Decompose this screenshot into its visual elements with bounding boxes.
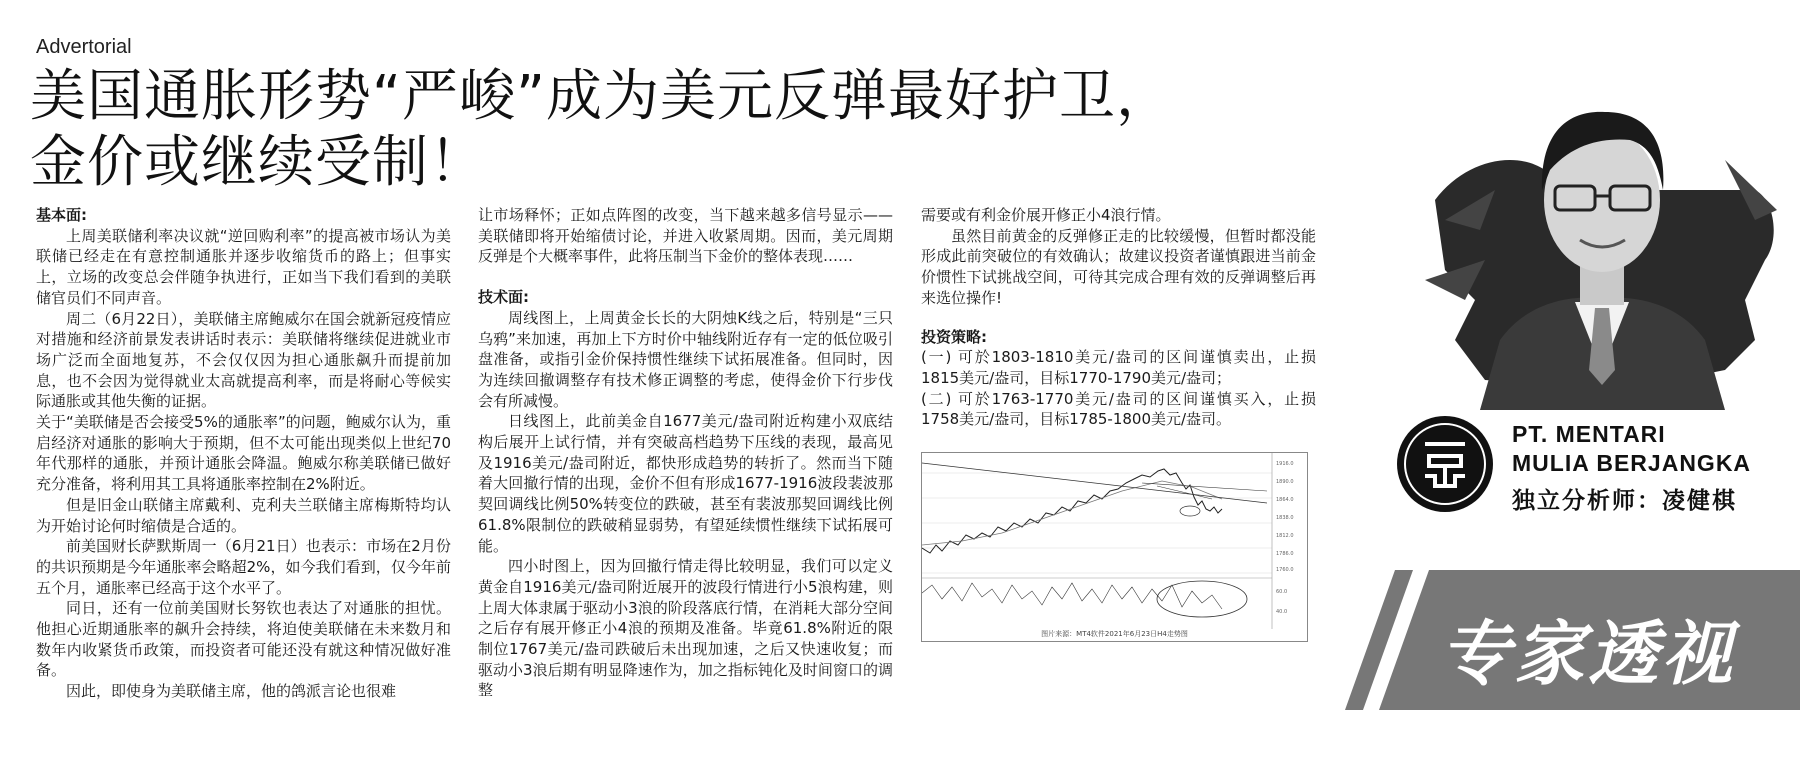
company-logo-seal bbox=[1395, 414, 1495, 514]
column-technical bbox=[478, 205, 893, 701]
paragraph: 日线图上，此前美金自1677美元/盎司附近构建小双底结构后展开上试行情，并有突破高档趋势下压线的表现，最高见及1916美元/盎司附近，都快形成趋势的转折了。然而当下随着大回撤行情的出现，金价不但有形成1677-1916波段裴波那契回调线比例50%转变位的跌破，甚至有裴波那契回调线比例61.8%限制位的跌破稍显弱势，有望延续惯性继续下试拓展可能。 bbox=[478, 412, 893, 555]
strategy-item: (二) 可於1763-1770美元/盎司的区间谨慎买入，止损1758美元/盎司，目标1785-1800美元/盎司。 bbox=[921, 389, 1316, 429]
paragraph: 虽然目前黄金的反弹修正走的比较缓慢，但暂时都没能形成此前突破位的有效确认；故建议投资者谨慎跟进当前金价惯性下试挑战空间，可待其完成合理有效的反弹调整后再来选位操作! bbox=[921, 226, 1316, 307]
advertorial-label: Advertorial bbox=[36, 36, 132, 58]
column-fundamentals bbox=[36, 205, 451, 702]
headline-line-2: 金价或继续受制！ bbox=[30, 130, 486, 195]
headline bbox=[30, 64, 1320, 196]
gold-h4-chart-image bbox=[921, 452, 1308, 642]
paragraph: 但是旧金山联储主席戴利、克利夫兰联储主席梅斯特均认为开始讨论何时缩债是合适的。 bbox=[36, 495, 451, 535]
svg-text:1838.0: 1838.0 bbox=[1276, 515, 1294, 521]
strategy-item: (一) 可於1803-1810美元/盎司的区间谨慎卖出，止损1815美元/盎司，目标1770-1790美元/盎司； bbox=[921, 348, 1316, 387]
analyst-portrait bbox=[1425, 40, 1780, 410]
chart-caption: 图片来源：MT4软件2021年6月23日H4走势图 bbox=[1041, 630, 1188, 638]
paragraph: 周二（6月22日），美联储主席鲍威尔在国会就新冠疫情应对措施和经济前景发表讲话时表示：美联储将继续促进就业市场广泛而全面地复苏，不会仅仅因为担心通胀飙升而提前加息，也不会因为觉得就业太高就提高利率，而是将耐心等候实际通胀或其他失衡的证据。 bbox=[36, 309, 451, 411]
paragraph: 让市场释怀；正如点阵图的改变，当下越来越多信号显示——美联储即将开始缩债讨论，并进入收紧周期。因而，美元周期反弹是个大概率事件，此将压制当下金价的整体表现…… bbox=[478, 206, 893, 266]
svg-text:1786.0: 1786.0 bbox=[1276, 551, 1294, 557]
paragraph: 因此，即使身为美联储主席，他的鸽派言论也很难 bbox=[66, 682, 397, 701]
svg-text:1760.0: 1760.0 bbox=[1276, 567, 1294, 573]
headline-line-1: 美国通胀形势“严峻”成为美元反弹最好护卫， bbox=[30, 64, 1174, 129]
svg-text:1864.0: 1864.0 bbox=[1276, 497, 1294, 503]
svg-text:60.0: 60.0 bbox=[1276, 589, 1288, 595]
technical-heading: 技术面: bbox=[478, 288, 529, 307]
company-name bbox=[1512, 420, 1751, 478]
paragraph: 关于“美联储是否会接受5%的通胀率”的问题，鲍威尔认为，重启经济对通胀的影响大于预期，但不太可能出现类似上世纪70年代那样的通胀，并预计通胀会降温。鲍威尔称美联储已做好充分准备，将利用其工具将通胀率控制在2%附近。 bbox=[36, 413, 451, 494]
paragraph: 四小时图上，因为回撤行情走得比较明显，我们可以定义黄金自1916美元/盎司附近展开的波段行情进行小5浪构建，则上周大体隶属于驱动小3浪的阶段落底行情，在消耗大部分空间之后存有展开修正小4浪的预期及准备。毕竟61.8%附近的限制位1767美元/盎司跌破后未出现加速，之后又快速收复；而驱动小3浪后期有明显降速作为，加之指标钝化及时间窗口的调整 bbox=[478, 557, 893, 700]
fundamentals-heading: 基本面: bbox=[36, 206, 87, 224]
paragraph: 前美国财长萨默斯周一（6月21日）也表示：市场在2月份的共识预期是今年通胀率会略超2%，如今我们看到，仅今年前五个月，通胀率已经高于这个水平了。 bbox=[36, 537, 451, 597]
paragraph: 周线图上，上周黄金长长的大阴烛K线之后，特别是“三只乌鸦”来加速，再加上下方时价中轴线附近存有一定的低位吸引盘准备，或指引金价保持惯性继续下试拓展准备。但同时，因为连续回撤调整存有技术修正调整的考虑，使得金价下行步伐会有所减慢。 bbox=[478, 308, 893, 410]
paragraph: 同日，还有一位前美国财长努钦也表达了对通胀的担忧。他担心近期通胀率的飙升会持续，将迫使美联储在未来数月和数年内收紧货币政策，而投资者可能还没有就这种情况做好准备。 bbox=[36, 599, 451, 680]
chart-illustration bbox=[922, 453, 1307, 629]
banner-title: 专家透视 bbox=[1440, 613, 1736, 695]
svg-text:40.0: 40.0 bbox=[1276, 609, 1288, 615]
paragraph: 需要或有利金价展开修正小4浪行情。 bbox=[921, 206, 1171, 224]
paragraph: 上周美联储利率决议就“逆回购利率”的提高被市场认为美联储已经走在有意控制通胀并逐步收缩货币的路上；但事实上，立场的改变总会伴随争执进行，正如当下我们看到的美联储官员们不同声音。 bbox=[36, 226, 451, 307]
svg-text:1916.0: 1916.0 bbox=[1276, 461, 1294, 467]
analyst-name: 独立分析师：凌健棋 bbox=[1512, 488, 1737, 514]
company-name-line-1: PT. MENTARI bbox=[1512, 421, 1666, 447]
company-name-line-2: MULIA BERJANGKA bbox=[1512, 450, 1752, 476]
svg-text:1812.0: 1812.0 bbox=[1276, 533, 1294, 539]
strategy-heading: 投资策略: bbox=[921, 327, 987, 346]
column-strategy bbox=[921, 205, 1316, 430]
svg-text:1890.0: 1890.0 bbox=[1276, 479, 1294, 485]
